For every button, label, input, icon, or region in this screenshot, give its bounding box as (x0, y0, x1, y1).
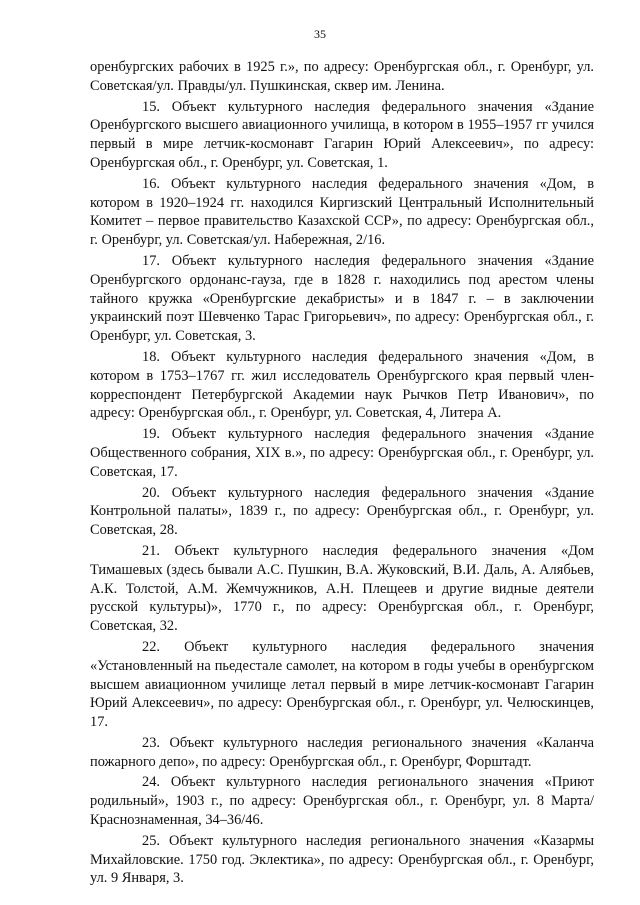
paragraph-continuation: оренбургских рабочих в 1925 г.», по адресу: Оренбургская обл., г. Оренбург, ул. Советская/ул. Правды/ул. Пушкинская, сквер им. Ленина. (90, 59, 594, 94)
paragraph-item-23: 23. Объект культурного наследия регионального значения «Каланча пожарного депо», по адресу: Оренбургская обл., г. Оренбург, Форштадт. (90, 734, 594, 770)
paragraph-item-19: 19. Объект культурного наследия федерального значения «Здание Общественного собрания, XIX в.», по адресу: Оренбургская обл., г. Оренбург, ул. Советская, 17. (90, 426, 594, 480)
paragraph-item-15: 15. Объект культурного наследия федерального значения «Здание Оренбургского высшего авиационного училища, в котором в 1955–1957 гг учился первый в мире летчик-космонавт Гагарин Юрий Алексеевич», по адресу: Оренбургская обл., г. Оренбург, ул. Советская, 1. (90, 98, 594, 171)
paragraph-item-22: 22. Объект культурного наследия федерального значения «Установленный на пьедестале самолет, на котором в годы учебы в оренбургском высшем авиационном училище летал первый в мире летчик-космонавт Гагарин Юрий Алексеевич», по адресу: Оренбургская обл., г. Оренбург, ул. Челюскинцев, 17. (90, 638, 594, 731)
paragraph-item-20: 20. Объект культурного наследия федерального значения «Здание Контрольной палаты», 1839 г., по адресу: Оренбургская обл., г. Оренбург, ул. Советская, 28. (90, 484, 594, 539)
paragraph-item-16: 16. Объект культурного наследия федерального значения «Дом, в котором в 1920–1924 гг. находился Киргизский Центральный Исполнительный Комитет – первое правительство Казахской ССР», по адресу: Оренбургская обл., г. Оренбург, ул. Советская/ул. Набережная, 2/16. (90, 175, 594, 249)
paragraph-item-21: 21. Объект культурного наследия федерального значения «Дом Тимашевых (здесь бывали А.С. Пушкин, В.А. Жуковский, В.И. Даль, А. Алябьев, А.К. Толстой, А.М. Жемчужников, А.Н. Плещеев и другие видные деятели русской культуры)», 1770 г., по адресу: Оренбургская обл., г. Оренбург, Советская, 32. (90, 542, 594, 635)
paragraph-item-25: 25. Объект культурного наследия регионального значения «Казармы Михайловские. 1750 год. Эклектика», по адресу: Оренбургская обл., г. Оренбург, ул. 9 Января, 3. (90, 832, 594, 887)
paragraph-item-17: 17. Объект культурного наследия федерального значения «Здание Оренбургского ордонанс-гауза, где в 1828 г. находились под арестом члены тайного кружка «Оренбургские декабристы» и в 1847 г. – в заключении украинский поэт Шевченко Тарас Григорьевич», по адресу: Оренбургская обл., г. Оренбург, ул. Советская, 3. (90, 252, 594, 345)
page-number: 35 (314, 27, 326, 41)
paragraph-item-24: 24. Объект культурного наследия регионального значения «Приют родильный», 1903 г., по адресу: Оренбургская обл., г. Оренбург, ул. 8 Марта/Краснознаменная, 34–36/46. (90, 774, 594, 829)
document-body (90, 58, 594, 890)
paragraph-item-18: 18. Объект культурного наследия федерального значения «Дом, в котором в 1753–1767 гг. жил исследователь Оренбургского края первый член-корреспондент Петербургской Академии наук Рычков Петр Иванович», по адресу: Оренбургская обл., г. Оренбург, ул. Советская, 4, Литера А. (90, 348, 594, 422)
